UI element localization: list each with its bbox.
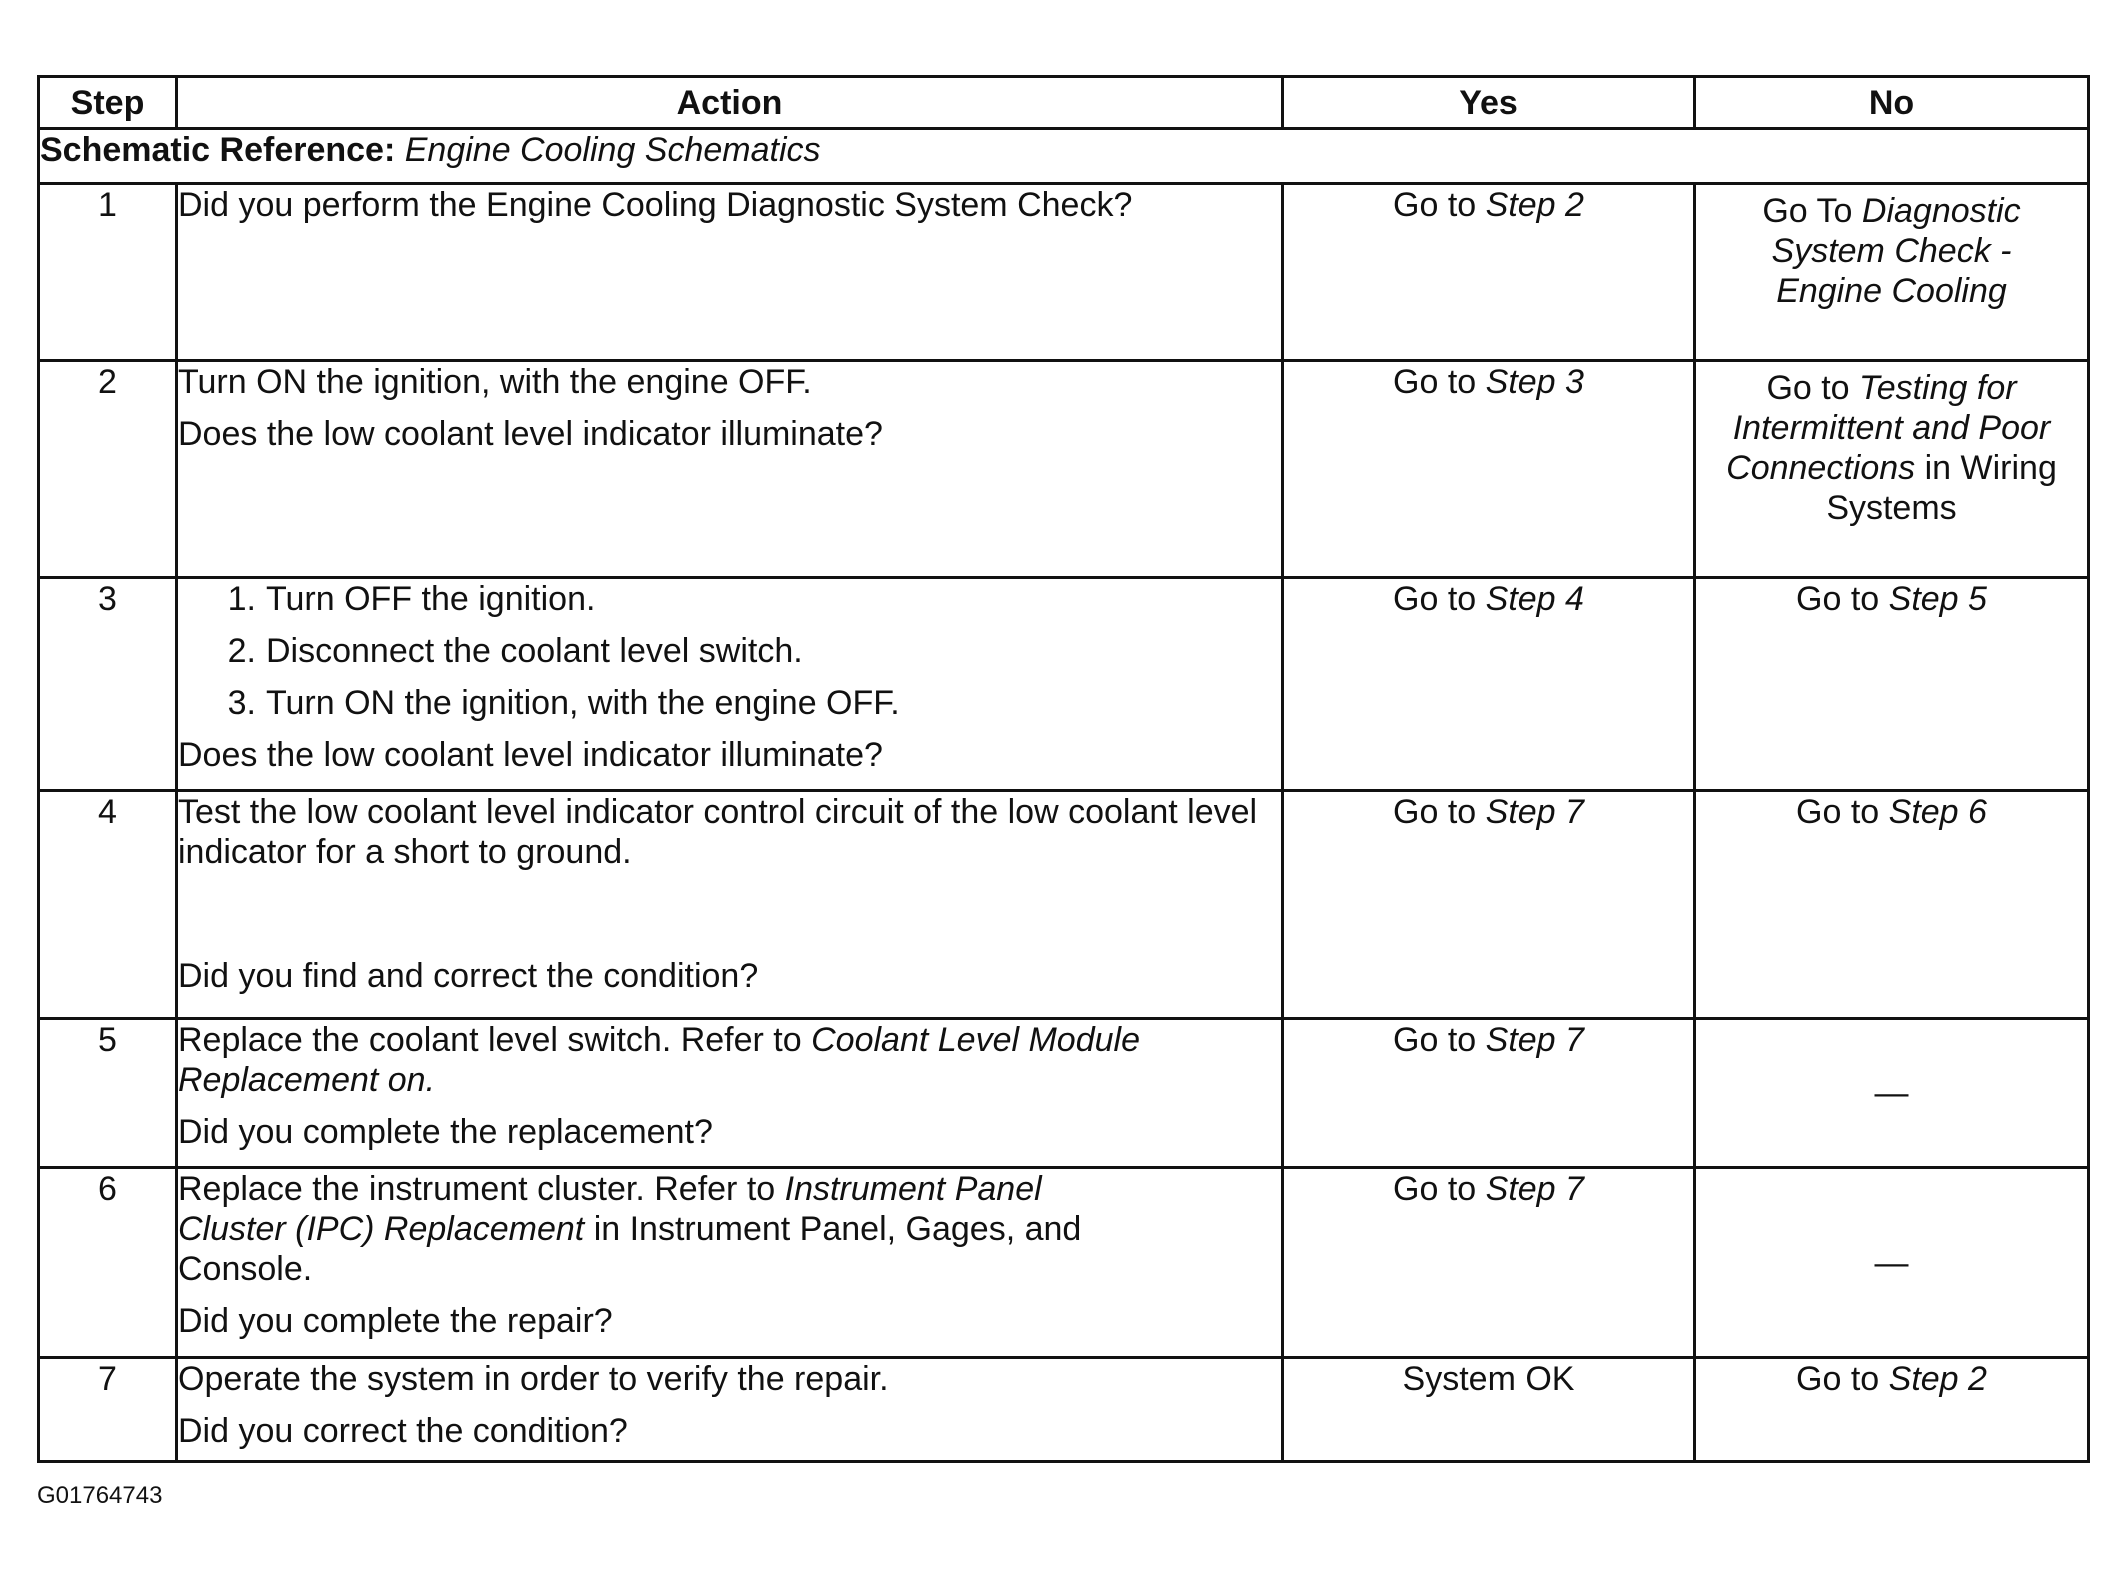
yes-prefix: Go to	[1393, 793, 1486, 831]
no-dash: —	[1874, 1243, 1909, 1282]
table-row	[39, 1019, 2089, 1168]
no-cell	[1695, 791, 2089, 1019]
substep-text: Turn ON the ignition, with the engine OFF.	[266, 684, 900, 722]
step-number: 2	[39, 361, 177, 578]
step-number: 3	[39, 578, 177, 791]
no-cell	[1695, 184, 2089, 361]
action-cell	[177, 1168, 1283, 1358]
no-prefix: Go to	[1796, 1360, 1889, 1398]
action-cell	[177, 578, 1283, 791]
no-suffix: in Wiring Systems	[1826, 449, 2057, 527]
yes-prefix: Go to	[1393, 186, 1486, 224]
no-cell	[1695, 361, 2089, 578]
action-text: Turn ON the ignition, with the engine OFF.	[178, 363, 812, 401]
no-cell	[1695, 1168, 2089, 1358]
figure-id: G01764743	[37, 1482, 163, 1509]
yes-cell	[1283, 578, 1695, 791]
schematic-reference-label: Schematic Reference:	[40, 131, 396, 169]
step-number: 4	[39, 791, 177, 1019]
action-question: Did you find and correct the condition?	[178, 957, 759, 995]
no-step-link[interactable]: Step 2	[1888, 1360, 1987, 1398]
yes-step-link[interactable]: Step 2	[1485, 186, 1584, 224]
yes-cell	[1283, 184, 1695, 361]
yes-step-link[interactable]: Step 4	[1485, 580, 1584, 618]
action-question: Did you complete the replacement?	[178, 1113, 713, 1151]
header-no: No	[1695, 77, 2089, 129]
table-header-row	[39, 77, 2089, 129]
action-text: Did you perform the Engine Cooling Diagnostic System Check?	[178, 186, 1133, 224]
action-cell	[177, 184, 1283, 361]
no-prefix: Go to	[1796, 580, 1889, 618]
diagnostic-table-container	[37, 75, 2087, 1463]
table-row	[39, 578, 2089, 791]
yes-prefix: Go to	[1393, 580, 1486, 618]
action-substep	[178, 683, 1281, 723]
substep-number: 3.	[227, 684, 256, 722]
action-text	[178, 1020, 1281, 1100]
schematic-reference-link[interactable]: Engine Cooling Schematics	[404, 131, 821, 169]
action-cell	[177, 361, 1283, 578]
substep-number: 2.	[227, 632, 256, 670]
yes-cell	[1283, 1019, 1695, 1168]
action-substep	[178, 631, 1281, 671]
step-number: 1	[39, 184, 177, 361]
header-step: Step	[39, 77, 177, 129]
action-reference-link[interactable]: Instrument Panel Cluster (IPC) Replacement	[178, 1170, 1042, 1248]
action-question: Does the low coolant level indicator illuminate?	[178, 736, 883, 774]
table-row	[39, 791, 2089, 1019]
no-cell	[1695, 578, 2089, 791]
action-suffix: in Instrument Panel, Gages, and Console.	[178, 1210, 1082, 1288]
schematic-reference	[39, 129, 2089, 184]
action-prefix: Replace the coolant level switch. Refer to	[178, 1021, 812, 1059]
action-question: Did you correct the condition?	[178, 1412, 628, 1450]
action-question: Does the low coolant level indicator illuminate?	[178, 415, 883, 453]
no-step-link[interactable]: Step 5	[1888, 580, 1987, 618]
no-dash: —	[1874, 1074, 1909, 1112]
action-question: Did you complete the repair?	[178, 1302, 613, 1340]
action-prefix: Replace the instrument cluster. Refer to	[178, 1170, 785, 1208]
yes-step-link[interactable]: Step 3	[1485, 363, 1584, 401]
yes-cell	[1283, 1168, 1695, 1358]
no-cell	[1695, 1019, 2089, 1168]
header-action: Action	[177, 77, 1283, 129]
yes-prefix: Go to	[1393, 363, 1486, 401]
yes-prefix: Go to	[1393, 1170, 1486, 1208]
step-number: 6	[39, 1168, 177, 1358]
no-reference-link[interactable]: Diagnostic System Check - Engine Cooling	[1771, 192, 2021, 310]
step-number: 7	[39, 1358, 177, 1462]
substep-text: Disconnect the coolant level switch.	[266, 632, 803, 670]
table-row	[39, 1168, 2089, 1358]
yes-step-link[interactable]: Step 7	[1485, 1170, 1584, 1208]
step-number: 5	[39, 1019, 177, 1168]
substep-number: 1.	[227, 580, 256, 618]
substep-text: Turn OFF the ignition.	[266, 580, 596, 618]
table-row	[39, 1358, 2089, 1462]
no-cell	[1695, 1358, 2089, 1462]
yes-step-link[interactable]: Step 7	[1485, 1021, 1584, 1059]
action-text: Test the low coolant level indicator control circuit of the low coolant level indicator for a short to ground.	[178, 793, 1258, 871]
yes-cell	[1283, 1358, 1695, 1462]
no-prefix: Go to	[1766, 369, 1860, 407]
action-cell	[177, 1019, 1283, 1168]
yes-result: System OK	[1402, 1360, 1575, 1398]
schematic-reference-row	[39, 129, 2089, 184]
action-cell	[177, 791, 1283, 1019]
yes-cell	[1283, 791, 1695, 1019]
action-text: Operate the system in order to verify the repair.	[178, 1360, 889, 1398]
action-cell	[177, 1358, 1283, 1462]
header-yes: Yes	[1283, 77, 1695, 129]
table-row	[39, 361, 2089, 578]
yes-step-link[interactable]: Step 7	[1485, 793, 1584, 831]
diagnostic-table	[37, 75, 2090, 1463]
action-text	[178, 1169, 1281, 1289]
no-prefix: Go To	[1762, 192, 1862, 230]
no-step-link[interactable]: Step 6	[1888, 793, 1987, 831]
action-substep	[178, 579, 1281, 619]
action-reference-link[interactable]: Coolant Level Module Replacement on.	[178, 1021, 1140, 1099]
no-prefix: Go to	[1796, 793, 1889, 831]
table-row	[39, 184, 2089, 361]
yes-cell	[1283, 361, 1695, 578]
no-reference-link[interactable]: Testing for Intermittent and Poor Connections	[1726, 369, 2051, 487]
yes-prefix: Go to	[1393, 1021, 1486, 1059]
